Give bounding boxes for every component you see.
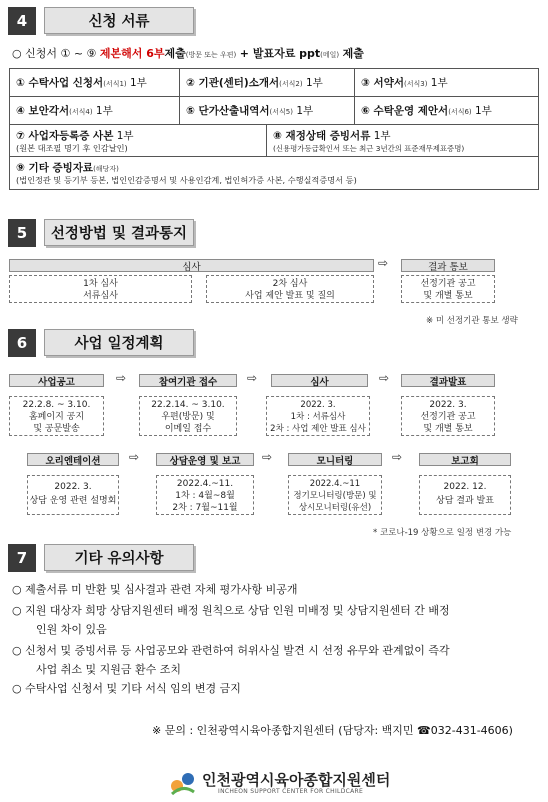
section-number: 4 [8, 7, 36, 35]
schedule-detail: 2022. 3. 선정기관 공고 및 개별 통보 [401, 396, 495, 436]
doc-item: ① 수탁사업 신청서(서식1) 1부 [10, 69, 180, 97]
document-list-table-2 [9, 124, 539, 190]
second-review-box: 2차 심사 사업 제안 발표 및 질의 [206, 275, 374, 303]
arrow-icon: ⇨ [247, 371, 258, 385]
schedule-detail: 22.2.8. ~ 3.10. 홈페이지 공지 및 공문발송 [9, 396, 104, 436]
notice-item-cont: 인원 차이 있음 [36, 623, 107, 636]
document-list-table [9, 68, 539, 125]
first-review-box: 1차 심사 서류심사 [9, 275, 192, 303]
notice-item-cont: 사업 취소 및 지원금 환수 조치 [36, 663, 181, 676]
center-name: 인천광역시육아종합지원센터 [202, 771, 391, 789]
section-7-header [8, 544, 198, 572]
arrow-icon: ⇨ [116, 371, 127, 385]
doc-item: ⑧ 재정상태 증빙서류 1부 (신용평가등급확인서 또는 최근 3년간의 표준재무제표증명) [267, 125, 539, 157]
result-bar: 결과 통보 [401, 259, 495, 272]
doc-item: ⑦ 사업자등록증 사본 1부 (원본 대조필 명기 후 인감날인) [10, 125, 267, 157]
schedule-detail: 2022. 12. 상담 결과 발표 [419, 475, 511, 515]
arrow-icon: ⇨ [392, 450, 403, 464]
doc-item: ④ 보안각서(서식4) 1부 [10, 97, 180, 125]
schedule-detail: 22.2.14. ~ 3.10. 우편(방문) 및 이메일 접수 [139, 396, 237, 436]
arrow-icon: ⇨ [378, 256, 389, 270]
section-6-header [8, 329, 198, 357]
center-logo-icon [168, 768, 198, 798]
schedule-label: 참여기관 접수 [139, 374, 237, 387]
contact-info: ※ 문의 : 인천광역시육아종합지원센터 (담당자: 백지민 ☎032-431-4606) [152, 724, 513, 737]
arrow-icon: ⇨ [129, 450, 140, 464]
section-title: 선정방법 및 결과통지 [44, 219, 194, 246]
section-title: 신청 서류 [44, 7, 194, 34]
doc-item: ⑤ 단가산출내역서(서식5) 1부 [180, 97, 355, 125]
submission-instruction: ○ 신청서 ① ~ ⑨ 제본해서 6부제출(방문 또는 우편) + 발표자료 ppt(메일) 제출 [12, 47, 364, 60]
center-name-en: INCHEON SUPPORT CENTER FOR CHILDCARE [218, 788, 364, 795]
section-5-header [8, 219, 198, 247]
section-title: 기타 유의사항 [44, 544, 194, 571]
review-bar: 심사 [9, 259, 374, 272]
schedule-detail: 2022.4.~11. 1차 : 4월~8월 2차 : 7월~11월 [156, 475, 254, 515]
schedule-label: 보고회 [419, 453, 511, 466]
result-box: 선정기관 공고 및 개별 통보 [401, 275, 495, 303]
schedule-label: 오리엔테이션 [27, 453, 119, 466]
schedule-label: 모니터링 [288, 453, 382, 466]
arrow-icon: ⇨ [379, 371, 390, 385]
notice-item: ○ 수탁사업 신청서 및 기타 서식 임의 변경 금지 [12, 682, 241, 695]
schedule-label: 심사 [271, 374, 368, 387]
note-text: ※ 미 선정기관 통보 생략 [426, 316, 518, 326]
notice-item: ○ 지원 대상자 희망 상담지원센터 배정 원칙으로 상담 인원 미배정 및 상담지원센터 간 배정 [12, 604, 450, 617]
doc-item: ③ 서약서(서식3) 1부 [355, 69, 539, 97]
section-number: 5 [8, 219, 36, 247]
arrow-icon: ⇨ [262, 450, 273, 464]
doc-item: ⑨ 기타 증빙자료(해당자) (법인정관 및 등기부 등본, 법인인감증명서 및 사용인감계, 법인허가증 사본, 수행실적증명서 등) [10, 157, 539, 190]
notice-item: ○ 신청서 및 증빙서류 등 사업공모와 관련하여 허위사실 발견 시 선정 유무와 관계없이 즉각 [12, 644, 450, 657]
section-number: 7 [8, 544, 36, 572]
notice-item: ○ 제출서류 미 반환 및 심사결과 관련 자체 평가사항 비공개 [12, 583, 298, 596]
doc-item: ⑥ 수탁운영 제안서(서식6) 1부 [355, 97, 539, 125]
note-text: * 코로나-19 상황으로 일정 변경 가능 [373, 528, 512, 538]
schedule-label: 사업공고 [9, 374, 104, 387]
section-title: 사업 일정계획 [44, 329, 194, 356]
schedule-detail: 2022. 3. 상담 운영 관련 설명회 [27, 475, 119, 515]
schedule-detail: 2022. 3. 1차 : 서류심사 2차 : 사업 제안 발표 심사 [266, 396, 370, 436]
section-number: 6 [8, 329, 36, 357]
schedule-detail: 2022.4.~11 정기모니터링(방문) 및 상시모니터링(유선) [288, 475, 382, 515]
schedule-label: 결과발표 [401, 374, 495, 387]
doc-item: ② 기관(센터)소개서(서식2) 1부 [180, 69, 355, 97]
schedule-label: 상담운영 및 보고 [156, 453, 254, 466]
section-4-header [8, 7, 198, 35]
